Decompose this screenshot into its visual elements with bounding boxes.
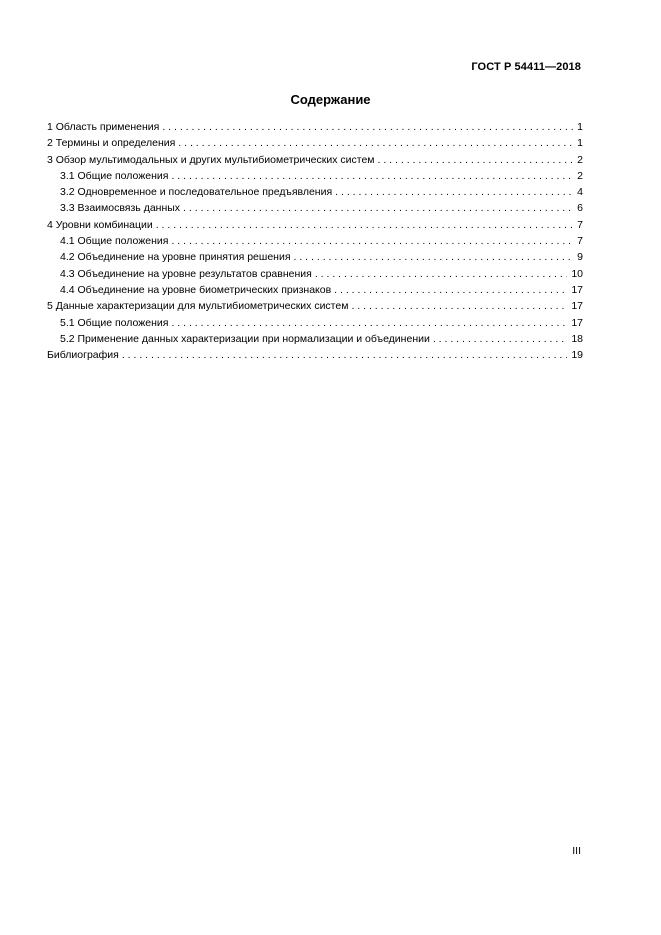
toc-entry-page: 18 [571,332,583,345]
toc-entry-page: 17 [571,316,583,329]
toc-entry-page: 6 [577,202,583,215]
toc-dot-leader [171,233,573,249]
toc-dot-leader [178,135,573,151]
toc-dot-leader [315,266,567,282]
toc-entry-page: 2 [577,169,583,182]
toc-entry[interactable] [47,184,583,200]
toc-entry[interactable] [47,119,583,135]
toc-entry-label: 5.2 Применение данных характеризации при нормализации и объединении [60,332,430,345]
toc-entry[interactable] [47,298,583,314]
toc-entry[interactable] [47,249,583,265]
toc-dot-leader [122,347,567,363]
toc-dot-leader [171,315,567,331]
toc-entry[interactable] [47,152,583,168]
toc-dot-leader [162,119,573,135]
toc-entry-label: 4.1 Общие положения [60,235,169,248]
toc-title: Содержание [290,92,371,107]
toc-entry-label: 3.2 Одновременное и последовательное предъявления [60,186,333,199]
toc-entry-label: 4.4 Объединение на уровне биометрических признаков [60,283,332,296]
toc-entry-page: 2 [577,153,583,166]
toc-entry-label: 4 Уровни комбинации [47,218,153,231]
toc-entry[interactable] [47,331,583,347]
toc-entry-page: 17 [571,283,583,296]
standard-code: ГОСТ Р 54411—2018 [471,61,581,73]
toc-entry-page: 1 [577,137,583,150]
toc-entry-label: 3 Обзор мультимодальных и других мультибиометрических систем [47,153,375,166]
toc-entry-label: 5 Данные характеризации для мультибиометрических систем [47,300,349,313]
toc-entry-page: 19 [571,349,583,362]
toc-dot-leader [294,249,574,265]
toc-entry-page: 9 [577,251,583,264]
toc-entry-page: 4 [577,186,583,199]
toc-entry-page: 7 [577,235,583,248]
toc-dot-leader [433,331,567,347]
toc-entry[interactable] [47,282,583,298]
toc-entry[interactable] [47,266,583,282]
toc-entry-page: 7 [577,218,583,231]
toc-dot-leader [183,200,573,216]
toc-list [47,119,583,363]
toc-entry[interactable] [47,347,583,363]
toc-entry[interactable] [47,168,583,184]
toc-entry[interactable] [47,233,583,249]
toc-dot-leader [334,282,567,298]
toc-dot-leader [335,184,573,200]
toc-entry[interactable] [47,315,583,331]
toc-entry-page: 17 [571,300,583,313]
toc-entry-label: 3.1 Общие положения [60,169,169,182]
toc-entry-label: 1 Область применения [47,121,160,133]
toc-dot-leader [351,298,567,314]
toc-dot-leader [171,168,573,184]
toc-entry-page: 1 [577,121,583,133]
toc-entry-page: 10 [571,267,583,280]
toc-entry-label: 2 Термины и определения [47,137,176,150]
toc-entry[interactable] [47,200,583,216]
toc-entry-label: 3.3 Взаимосвязь данных [60,202,181,215]
toc-entry-label: 4.2 Объединение на уровне принятия решения [60,251,291,264]
toc-dot-leader [156,217,573,233]
page-number: III [572,845,581,857]
toc-entry[interactable] [47,217,583,233]
toc-dot-leader [378,152,574,168]
toc-entry-label: 5.1 Общие положения [60,316,169,329]
toc-entry-label: Библиография [47,349,119,362]
toc-entry[interactable] [47,135,583,151]
toc-entry-label: 4.3 Объединение на уровне результатов сравнения [60,267,312,280]
